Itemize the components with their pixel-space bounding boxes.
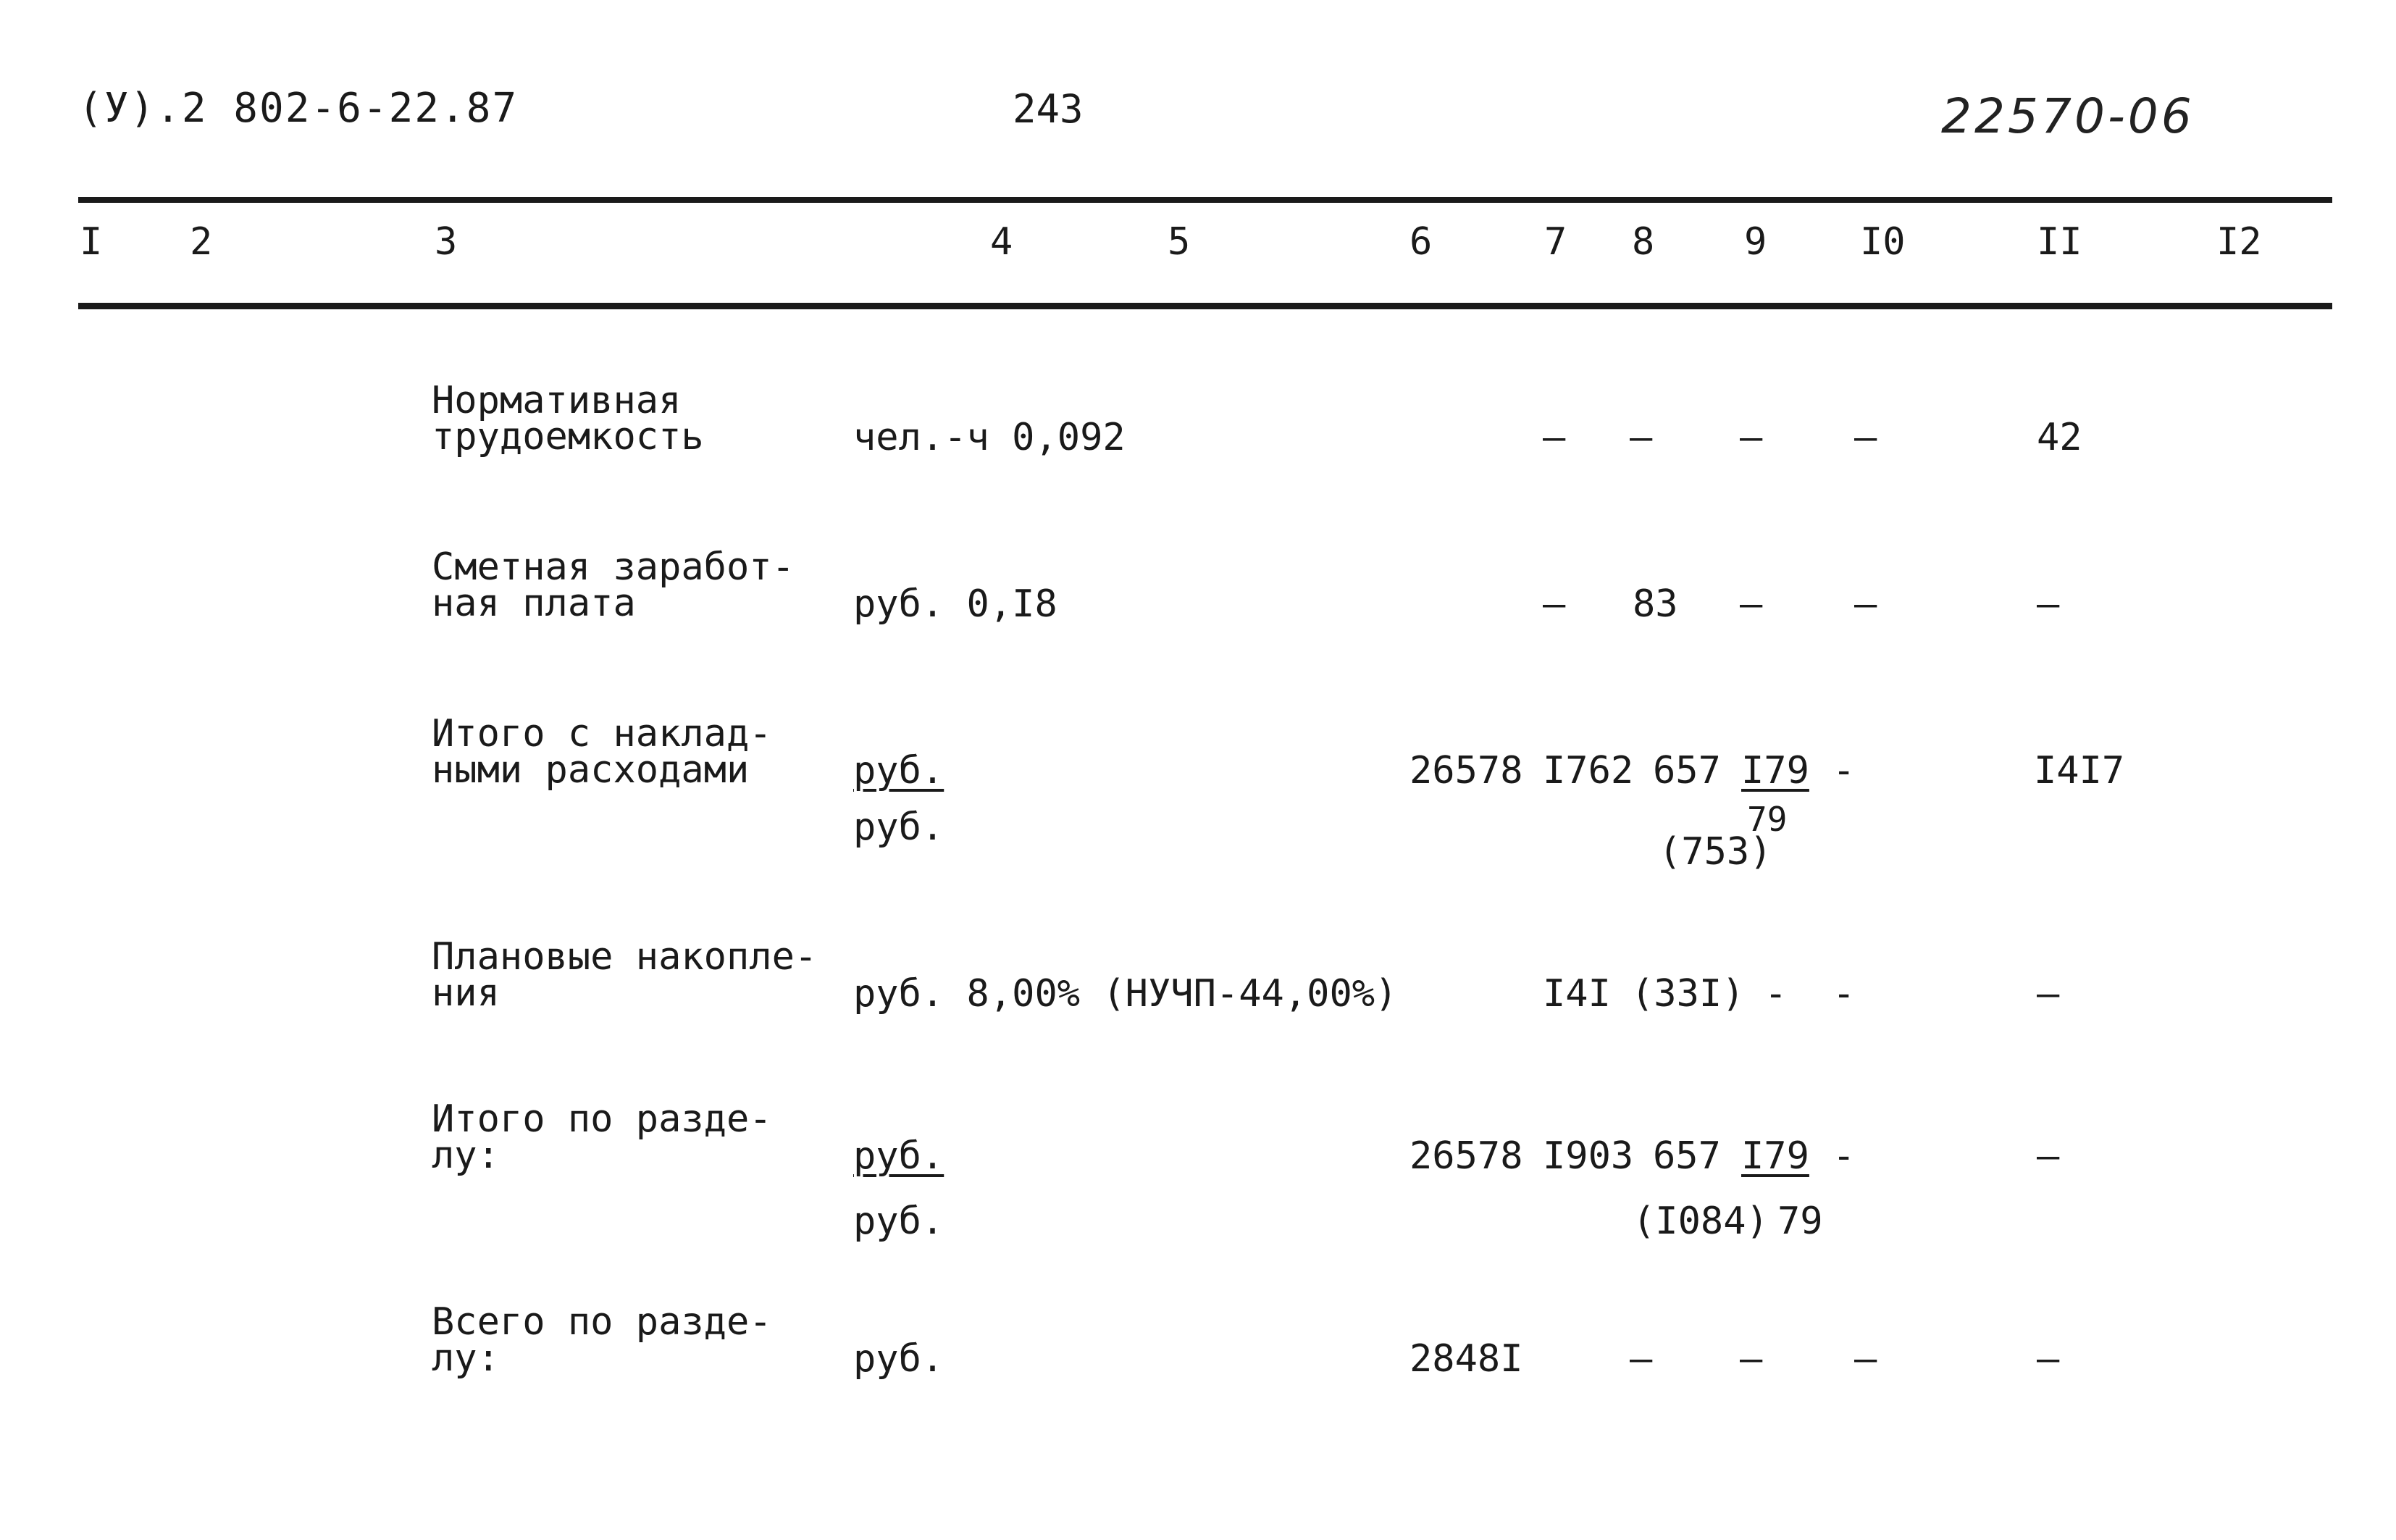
column-header: I2 xyxy=(2216,220,2262,264)
cell-col8: 657 xyxy=(1653,749,1721,792)
cell-col7: I903 xyxy=(1543,1134,1634,1178)
cell-col10: - xyxy=(1832,749,1856,792)
cell-col9: - xyxy=(1764,972,1788,1016)
row-label: лу: xyxy=(432,1336,500,1380)
cell-col7: I4I xyxy=(1543,972,1611,1016)
page-number: 243 xyxy=(1013,86,1084,132)
cell-col9: – xyxy=(1740,416,1763,459)
row-label: Плановые накопле- xyxy=(432,935,818,979)
row-label: ная плата xyxy=(432,582,636,625)
cell-col8: – xyxy=(1630,416,1653,459)
cell-col7: – xyxy=(1543,582,1566,626)
cell-col9-denominator: 79 xyxy=(1777,1200,1823,1243)
cell-col8-bracket: (753) xyxy=(1659,830,1772,874)
cell-col8-bracket: (I084) xyxy=(1633,1200,1769,1243)
cell-col11: – xyxy=(2037,972,2060,1016)
cell-col9: – xyxy=(1740,1337,1763,1381)
column-header: I0 xyxy=(1860,220,1906,264)
cell-col7: – xyxy=(1543,416,1566,459)
unit-denominator: руб. xyxy=(853,1200,944,1243)
row-label: Нормативная xyxy=(432,379,682,422)
unit-numerator: руб. xyxy=(853,1134,944,1178)
cell-col11: I4I7 xyxy=(2034,749,2125,792)
cell-col6: 26578 xyxy=(1409,749,1523,792)
cell-col10: - xyxy=(1832,1134,1856,1178)
cell-col11: 42 xyxy=(2037,416,2082,459)
column-header: II xyxy=(2037,220,2082,264)
cell-col9-numerator: I79 xyxy=(1741,749,1809,792)
unit-value: руб. 8,00% (НУЧП-44,00%) xyxy=(853,972,1398,1016)
cell-col9-denominator: 79 xyxy=(1747,800,1788,839)
cell-col6: 2848I xyxy=(1409,1337,1523,1381)
cell-col10: - xyxy=(1832,972,1856,1016)
row-label: Сметная заработ- xyxy=(432,545,795,589)
unit-value: чел.-ч 0,092 xyxy=(853,416,1126,459)
document-code: (У).2 802-6-22.87 xyxy=(78,85,519,132)
row-label: Всего по разде- xyxy=(432,1300,772,1344)
row-label: ными расходами xyxy=(432,748,750,792)
column-header: 4 xyxy=(990,220,1013,264)
row-label: Итого с наклад- xyxy=(432,712,772,756)
cell-col11: – xyxy=(2037,582,2060,626)
column-header: 2 xyxy=(190,220,213,264)
cell-col10: – xyxy=(1854,582,1877,626)
cell-col8: 657 xyxy=(1653,1134,1721,1178)
unit-numerator: руб. xyxy=(853,749,944,792)
column-header: I xyxy=(80,220,103,264)
column-header: 5 xyxy=(1168,220,1191,264)
cell-col11: – xyxy=(2037,1134,2060,1178)
row-label: Итого по разде- xyxy=(432,1097,772,1141)
column-header: 8 xyxy=(1632,220,1655,264)
cell-col9-numerator: I79 xyxy=(1741,1134,1809,1178)
cell-col8: 83 xyxy=(1633,582,1678,626)
cell-col7: I762 xyxy=(1543,749,1634,792)
unit-denominator: руб. xyxy=(853,805,944,849)
unit-value: руб. 0,I8 xyxy=(853,582,1057,626)
column-header: 7 xyxy=(1544,220,1567,264)
column-header: 6 xyxy=(1409,220,1433,264)
cell-col8: – xyxy=(1630,1337,1653,1381)
table-header-bottom-rule xyxy=(78,303,2332,309)
row-label: ния xyxy=(432,971,500,1015)
unit-value: руб. xyxy=(853,1337,944,1381)
cell-col10: – xyxy=(1854,1337,1877,1381)
row-label: трудоемкость xyxy=(432,415,704,459)
handwritten-code: 22570-06 xyxy=(1941,88,2195,144)
table-top-rule xyxy=(78,197,2332,203)
column-header: 9 xyxy=(1744,220,1767,264)
cell-col8: (33I) xyxy=(1631,972,1745,1016)
row-label: лу: xyxy=(432,1134,500,1177)
cell-col9: – xyxy=(1740,582,1763,626)
cell-col11: – xyxy=(2037,1337,2060,1381)
cell-col6: 26578 xyxy=(1409,1134,1523,1178)
cell-col10: – xyxy=(1854,416,1877,459)
column-header: 3 xyxy=(435,220,458,264)
